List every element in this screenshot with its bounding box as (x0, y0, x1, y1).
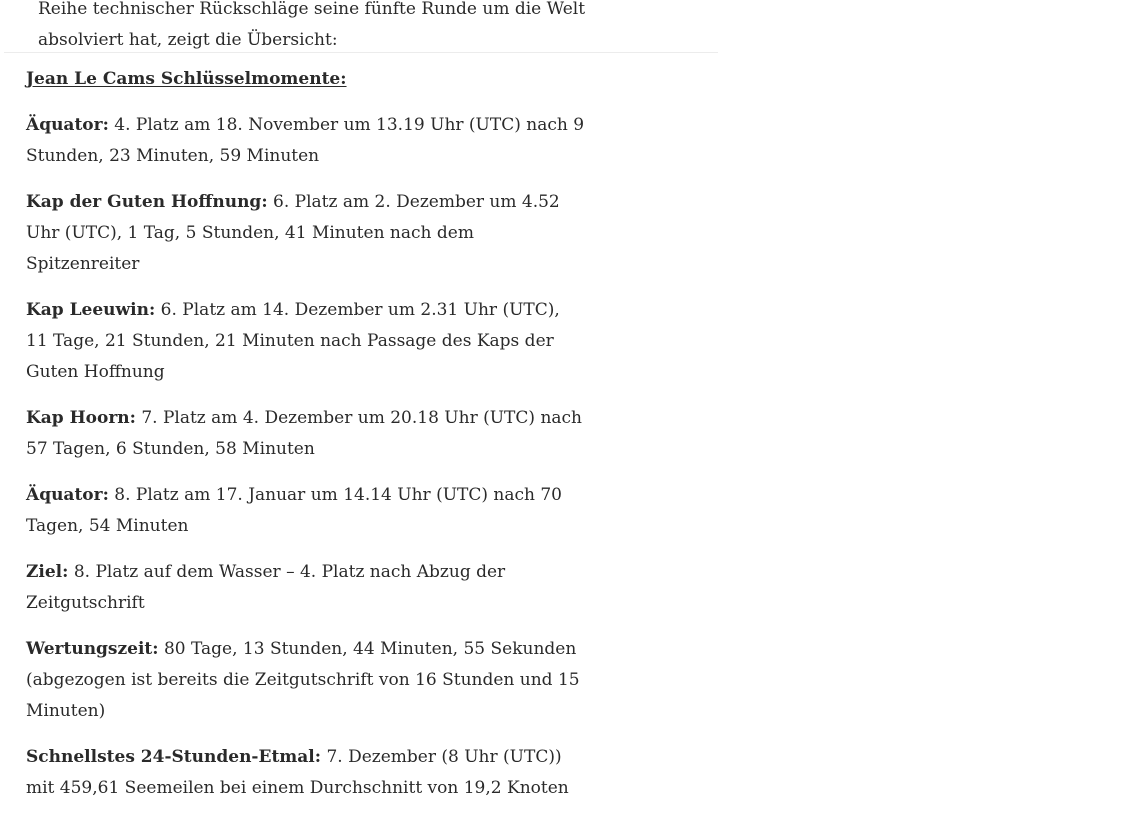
moment-label: Kap der Guten Hoffnung: (26, 192, 268, 212)
key-moment-race-time (26, 634, 586, 727)
intro-line: Reihe technischer Rückschläge seine fünfte Runde um die Welt (38, 0, 586, 19)
key-moment-finish (26, 557, 586, 619)
intro-line: absolviert hat, zeigt die Übersicht: (38, 30, 338, 50)
moment-text: 4. Platz am 18. November um 13.19 Uhr (UTC) nach 9 Stunden, 23 Minuten, 59 Minuten (26, 115, 585, 166)
key-moment-cape-of-good-hope (26, 187, 586, 280)
moment-label: Ziel: (26, 562, 69, 582)
divider (4, 52, 718, 53)
key-moment-fastest-24h-run (26, 742, 586, 804)
article-body (26, 64, 586, 819)
moment-text: 6. Platz am 2. Dezember um 4.52 Uhr (UTC), 1 Tag, 5 Stunden, 41 Minuten nach dem Spitzenreiter (26, 192, 560, 274)
moment-label: Äquator: (26, 115, 109, 135)
moment-text: 8. Platz auf dem Wasser – 4. Platz nach Abzug der Zeitgutschrift (26, 562, 506, 613)
key-moment-cape-horn (26, 403, 586, 465)
moment-text: 7. Platz am 4. Dezember um 20.18 Uhr (UTC) nach 57 Tagen, 6 Stunden, 58 Minuten (26, 408, 582, 459)
moment-label: Wertungszeit: (26, 639, 159, 659)
moment-label: Äquator: (26, 485, 109, 505)
moment-text: 80 Tage, 13 Stunden, 44 Minuten, 55 Sekunden (abgezogen ist bereits die Zeitgutschrift von 16 Stunden und 15 Minuten) (26, 639, 580, 721)
key-moment-equator-return (26, 480, 586, 542)
moment-label: Kap Hoorn: (26, 408, 136, 428)
intro-paragraph (38, 0, 678, 56)
key-moments-heading: Jean Le Cams Schlüsselmomente: (26, 69, 347, 89)
key-moment-cape-leeuwin (26, 295, 586, 388)
moment-label: Kap Leeuwin: (26, 300, 156, 320)
moment-label: Schnellstes 24-Stunden-Etmal: (26, 747, 322, 767)
key-moment-equator-outbound (26, 110, 586, 172)
moment-text: 7. Dezember (8 Uhr (UTC)) mit 459,61 Seemeilen bei einem Durchschnitt von 19,2 Knoten (26, 747, 569, 798)
moment-text: 6. Platz am 14. Dezember um 2.31 Uhr (UTC), 11 Tage, 21 Stunden, 21 Minuten nach Passage des Kaps der Guten Hoffnung (26, 300, 560, 382)
moment-text: 8. Platz am 17. Januar um 14.14 Uhr (UTC) nach 70 Tagen, 54 Minuten (26, 485, 562, 536)
